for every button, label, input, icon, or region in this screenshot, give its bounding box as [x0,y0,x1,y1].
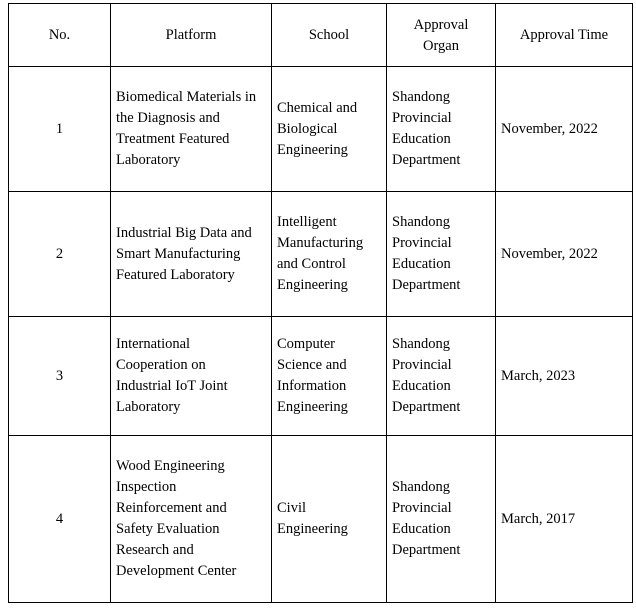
header-school: School [272,4,387,67]
school-text: Civil Engineering [277,500,348,537]
cell-school [272,317,387,436]
cell-time: March, 2017 [496,436,633,603]
platforms-table [8,3,633,603]
cell-time: November, 2022 [496,67,633,192]
organ-text: Shandong Provincial Education Department [392,336,461,415]
school-text: Intelligent Manufacturing and Control Engineering [277,214,364,293]
table-header-row [9,4,633,67]
platform-text: Wood Engineering Inspection Reinforcement and Safety Evaluation Research and Development Center [116,458,237,579]
cell-organ [387,67,496,192]
cell-organ [387,317,496,436]
cell-platform [111,436,272,603]
platform-text: Industrial Big Data and Smart Manufacturing Featured Laboratory [116,224,252,283]
cell-platform [111,317,272,436]
cell-time: November, 2022 [496,192,633,317]
cell-platform [111,67,272,192]
platform-text: Biomedical Materials in the Diagnosis and Treatment Featured Laboratory [116,89,257,168]
cell-platform [111,192,272,317]
table-row [9,317,633,436]
cell-no: 1 [9,67,111,192]
platform-text: International Cooperation on Industrial IoT Joint Laboratory [116,336,228,415]
header-platform: Platform [111,4,272,67]
table-row [9,192,633,317]
cell-school [272,436,387,603]
table-row [9,67,633,192]
cell-school [272,67,387,192]
header-approval-time: Approval Time [496,4,633,67]
cell-organ [387,436,496,603]
school-text: Chemical and Biological Engineering [277,99,358,158]
organ-text: Shandong Provincial Education Department [392,89,461,168]
header-no: No. [9,4,111,67]
table-row [9,436,633,603]
cell-no: 2 [9,192,111,317]
header-approval-organ-label: Approval Organ [413,17,469,54]
cell-no: 4 [9,436,111,603]
cell-school [272,192,387,317]
organ-text: Shandong Provincial Education Department [392,479,461,558]
header-approval-organ [387,4,496,67]
cell-time: March, 2023 [496,317,633,436]
cell-no: 3 [9,317,111,436]
school-text: Computer Science and Information Engineering [277,336,348,415]
cell-organ [387,192,496,317]
organ-text: Shandong Provincial Education Department [392,214,461,293]
